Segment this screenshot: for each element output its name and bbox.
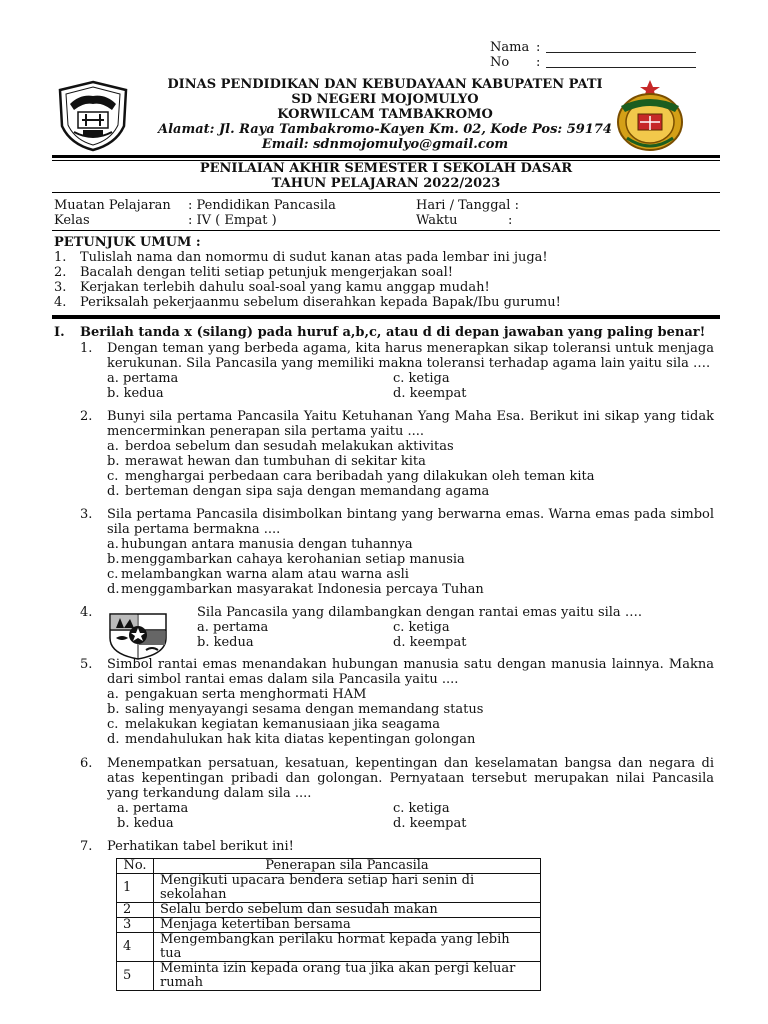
nama-label: Nama [490,40,530,55]
info-row-1 [54,198,714,213]
question-number: 2. [80,409,93,424]
student-identity [490,40,700,70]
question-number: 5. [80,657,93,672]
table-row: 2 Selalu berdo sebelum dan sesudah makan [117,903,541,918]
header-rule-thick [52,155,720,158]
question-text: Simbol rantai emas menandakan hubungan manusia satu dengan manusia lainnya. Makna dari simbol rantai emas dalam sila Pancasila yaitu .... [107,657,714,687]
question-5 [80,657,714,747]
option-a[interactable]: a. pertama [107,371,179,386]
option-b[interactable]: b. menggambarkan cahaya kerohanian setiap manusia [107,552,465,567]
section-rule [52,315,720,319]
no-row [490,55,700,70]
option-c[interactable]: c. ketiga [393,801,450,816]
question-text: Sila Pancasila yang dilambangkan dengan rantai emas yaitu sila …. [197,605,642,620]
school-address: Alamat: Jl. Raya Tambakromo-Kayen Km. 02, Kode Pos: 59174 [158,122,612,137]
pati-regency-logo [56,80,130,152]
option-d[interactable]: d. berteman dengan sipa saja dengan memandang agama [107,484,490,499]
option-c[interactable]: c. menghargai perbedaan cara beribadah yang dilakukan oleh teman kita [107,469,595,484]
table-header-row [117,859,541,874]
waktu-colon: : [508,213,513,228]
question-number: 3. [80,507,93,522]
hari-label: Hari / Tanggal : [416,198,519,213]
agency-name: DINAS PENDIDIKAN DAN KEBUDAYAAN KABUPATEN PATI [167,77,603,92]
nama-blank-line[interactable] [546,52,696,53]
option-a[interactable]: a. pengakuan serta menghormati HAM [107,687,367,702]
no-blank-line[interactable] [546,67,696,68]
option-b[interactable]: b. merawat hewan dan tumbuhan di sekitar kita [107,454,426,469]
option-c[interactable]: c. melambangkan warna alam atau warna asli [107,567,409,582]
answer-options [107,687,714,747]
answer-options [107,537,714,597]
table-row: 1 Mengikuti upacara bendera setiap hari senin di sekolahan [117,874,541,903]
option-b[interactable]: b. saling menyayangi sesama dengan memandang status [107,702,484,717]
section-number: I. [54,325,65,340]
question-number: 1. [80,341,93,356]
kelas-label: Kelas [54,213,90,228]
info-rule [52,230,720,231]
info-row-2 [54,213,714,228]
option-b[interactable]: b. kedua [117,816,174,831]
answer-options [117,801,714,831]
instruction-item: 2. Bacalah dengan teliti setiap petunjuk mengerjakan soal! [54,265,453,280]
exam-info [54,198,714,228]
header-no: No. [117,859,154,874]
instruction-item: 4. Periksalah pekerjaanmu sebelum diserahkan kepada Bapak/Ibu gurumu! [54,295,561,310]
question-text: Perhatikan tabel berikut ini! [107,839,294,854]
option-b[interactable]: b. kedua [107,386,164,401]
garuda-shield-image [108,612,168,660]
korwilcam-name: KORWILCAM TAMBAKROMO [277,107,493,122]
option-d[interactable]: d. keempat [393,635,467,650]
exam-title: PENILAIAN AKHIR SEMESTER I SEKOLAH DASAR [199,161,573,176]
option-c[interactable]: c. ketiga [393,371,450,386]
option-c[interactable]: c. ketiga [393,620,450,635]
option-b[interactable]: b. kedua [197,635,254,650]
no-label: No [490,55,510,70]
question-text: Menempatkan persatuan, kesatuan, kepentingan dan keselamatan bangsa dan negara di atas kepentingan pribadi dan golongan. Pernyataan tersebut merupakan nilai Pancasila yang terkandung dalam sila .... [107,756,714,801]
school-name: SD NEGERI MOJOMULYO [291,92,479,107]
question-7 [80,839,714,854]
pancasila-application-table [116,858,541,991]
table-row: 4 Mengembangkan perilaku hormat kepada yang lebih tua [117,933,541,962]
question-number: 7. [80,839,93,854]
no-colon: : [536,55,541,70]
title-rule [52,192,720,193]
question-number: 4. [80,605,93,620]
header-penerapan: Penerapan sila Pancasila [154,859,541,874]
option-d[interactable]: d. mendahulukan hak kita diatas kepentingan golongan [107,732,476,747]
option-a[interactable]: a. berdoa sebelum dan sesudah melakukan aktivitas [107,439,454,454]
question-text: Dengan teman yang berbeda agama, kita harus menerapkan sikap toleransi untuk menjaga kerukunan. Sila Pancasila yang memiliki makna toleransi terhadap agama lain yaitu sila …. [107,341,714,371]
table-row: 5 Meminta izin kepada orang tua jika akan pergi keluar rumah [117,962,541,991]
section-title: Berilah tanda x (silang) pada huruf a,b,c, atau d di depan jawaban yang paling benar! [80,325,706,340]
question-number: 6. [80,756,93,771]
option-d[interactable]: d. menggambarkan masyarakat Indonesia percaya Tuhan [107,582,484,597]
instruction-item: 3. Kerjakan terlebih dahulu soal-soal yang kamu anggap mudah! [54,280,490,295]
instruction-item: 1. Tulislah nama dan nomormu di sudut kanan atas pada lembar ini juga! [54,250,548,265]
question-text: Bunyi sila pertama Pancasila Yaitu Ketuhanan Yang Maha Esa. Berikut ini sikap yang tidak mencerminkan penerapan sila pertama yaitu .... [107,409,714,439]
option-a[interactable]: a. pertama [197,620,269,635]
question-6 [80,756,714,831]
school-emblem-logo [613,78,687,154]
table-row: 3 Menjaga ketertiban bersama [117,918,541,933]
option-d[interactable]: d. keempat [393,816,467,831]
waktu-label: Waktu [416,213,458,228]
option-a[interactable]: a. pertama [117,801,189,816]
answer-options [197,620,714,650]
question-text: Sila pertama Pancasila disimbolkan bintang yang berwarna emas. Warna emas pada simbol sila pertama bermakna .... [107,507,714,537]
exam-title-block [52,161,720,191]
question-4 [80,605,714,650]
option-c[interactable]: c. melakukan kegiatan kemanusiaan jika seagama [107,717,441,732]
school-email: Email: sdnmojomulyo@gmail.com [261,137,509,152]
letterhead [150,77,620,152]
muatan-label: Muatan Pelajaran [54,198,171,213]
nama-row [490,40,700,55]
question-2 [80,409,714,499]
question-3 [80,507,714,597]
general-instructions [54,235,714,310]
exam-year: TAHUN PELAJARAN 2022/2023 [271,176,501,191]
option-d[interactable]: d. keempat [393,386,467,401]
kelas-value: : IV ( Empat ) [188,213,277,228]
answer-options [107,371,714,401]
question-1 [80,341,714,401]
option-a[interactable]: a. hubungan antara manusia dengan tuhannya [107,537,413,552]
muatan-value: : Pendidikan Pancasila [188,198,336,213]
nama-colon: : [536,40,541,55]
instructions-heading: PETUNJUK UMUM : [54,235,201,250]
answer-options [107,439,714,499]
